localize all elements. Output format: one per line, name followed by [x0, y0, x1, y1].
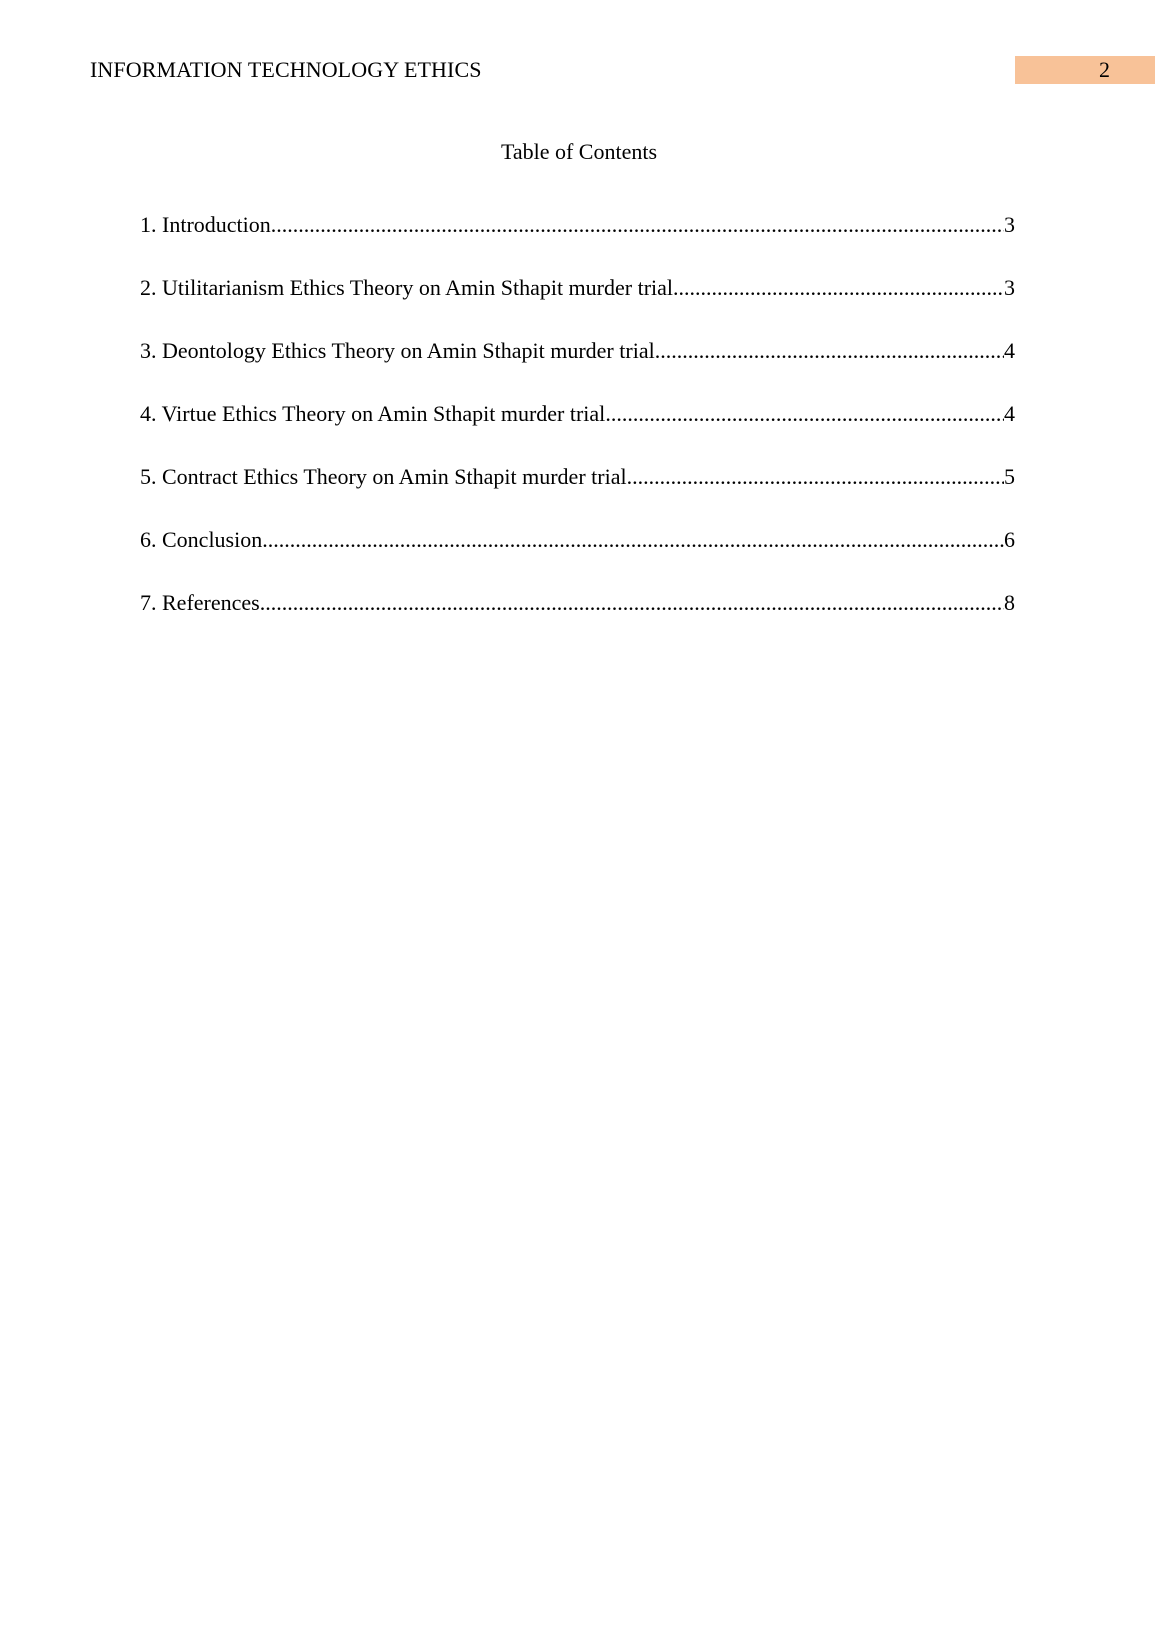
toc-title: Table of Contents	[500, 139, 658, 164]
running-head: INFORMATION TECHNOLOGY ETHICS	[90, 57, 482, 82]
toc-entry-page: 8	[1004, 590, 1015, 615]
toc-entry-introduction[interactable]	[140, 212, 1015, 275]
page-number: 2	[1099, 57, 1110, 82]
toc-entry-label: 4. Virtue Ethics Theory on Amin Sthapit murder trial	[140, 401, 606, 426]
toc-list	[140, 212, 1015, 653]
toc-entry-page: 3	[1004, 212, 1015, 237]
toc-dot-leader	[605, 401, 1004, 427]
toc-dot-leader	[260, 590, 1004, 616]
toc-entry-utilitarianism[interactable]	[140, 275, 1015, 338]
toc-entry-page: 4	[1004, 401, 1015, 426]
toc-entry-label: 5. Contract Ethics Theory on Amin Sthapit murder trial	[140, 464, 627, 489]
toc-entry-references[interactable]	[140, 590, 1015, 653]
toc-entry-contract[interactable]	[140, 464, 1015, 527]
toc-entry-page: 6	[1004, 527, 1015, 552]
toc-entry-label: 3. Deontology Ethics Theory on Amin Sthapit murder trial	[140, 338, 655, 363]
toc-entry-label: 1. Introduction	[140, 212, 271, 237]
toc-entry-deontology[interactable]	[140, 338, 1015, 401]
toc-entry-virtue[interactable]	[140, 401, 1015, 464]
toc-dot-leader	[262, 527, 1004, 553]
toc-dot-leader	[271, 212, 1004, 238]
toc-dot-leader	[627, 464, 1004, 490]
page-number-highlight	[1015, 56, 1155, 84]
toc-entry-label: 6. Conclusion	[140, 527, 263, 552]
toc-dot-leader	[655, 338, 1004, 364]
toc-entry-page: 5	[1004, 464, 1015, 489]
toc-entry-page: 3	[1004, 275, 1015, 300]
toc-entry-label: 7. References	[140, 590, 260, 615]
toc-entry-label: 2. Utilitarianism Ethics Theory on Amin Sthapit murder trial	[140, 275, 674, 300]
toc-entry-conclusion[interactable]	[140, 527, 1015, 590]
toc-dot-leader	[673, 275, 1004, 301]
toc-entry-page: 4	[1004, 338, 1015, 363]
